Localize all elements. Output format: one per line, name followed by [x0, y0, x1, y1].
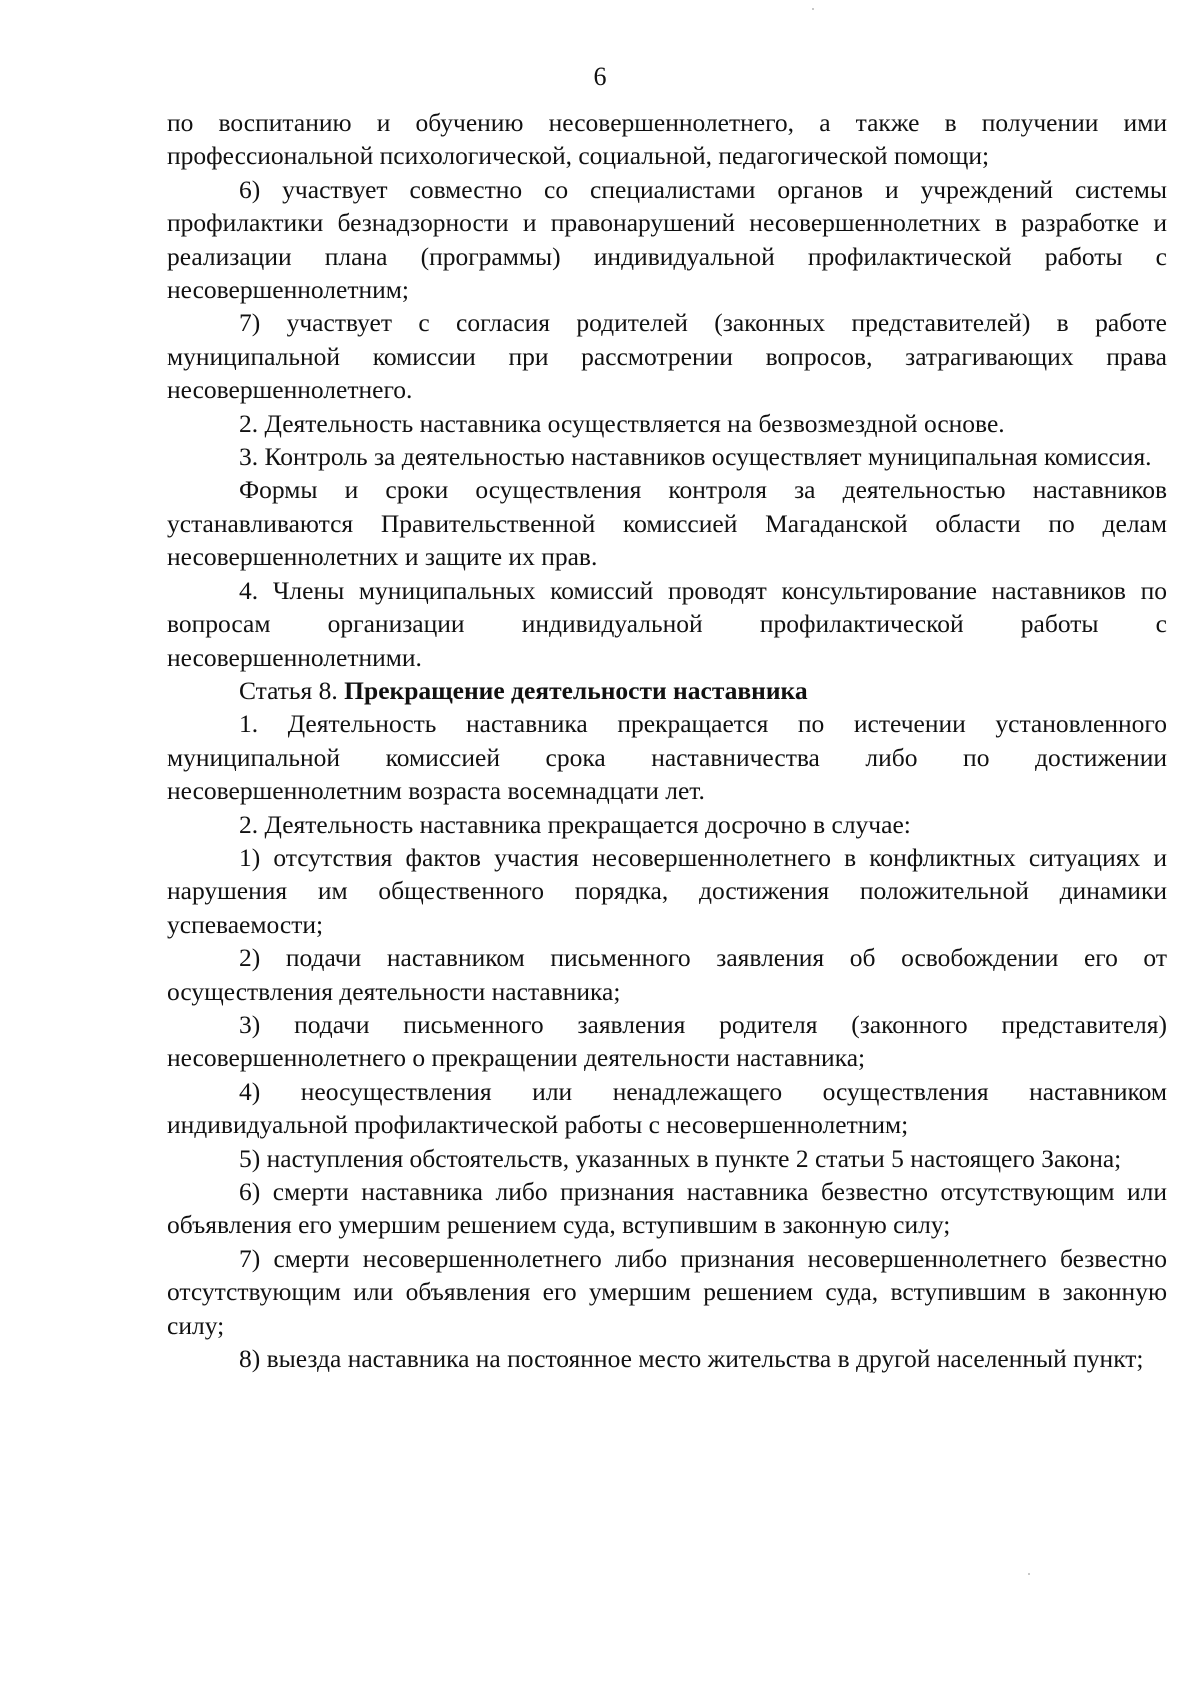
article-heading-prefix: Статья 8. [239, 675, 338, 705]
article-heading [167, 674, 1167, 707]
paragraph: 1) отсутствия фактов участия несовершеннолетнего в конфликтных ситуациях и нарушения им общественного порядка, достижения положительной динамики успеваемости; [167, 842, 1167, 939]
paragraph: 7) участвует с согласия родителей (законных представителей) в работе муниципальной комиссии при рассмотрении вопросов, затрагивающих права несовершеннолетнего. [167, 308, 1167, 405]
paragraph: 5) наступления обстоятельств, указанных в пункте 2 статьи 5 настоящего Закона; [239, 1143, 1122, 1173]
document-body [167, 106, 1167, 1375]
section-before [167, 106, 1167, 674]
paragraph: 6) смерти наставника либо признания наставника безвестно отсутствующим или объявления его умершим решением суда, вступившим в законную силу; [167, 1177, 1167, 1240]
paragraph: 2. Деятельность наставника осуществляется на безвозмездной основе. [239, 408, 1005, 438]
paragraph: Формы и сроки осуществления контроля за деятельностью наставников устанавливаются Правительственной комиссией Магаданской области по делам несовершеннолетних и защите их прав. [167, 475, 1167, 572]
paragraph: 4) неосуществления или ненадлежащего осуществления наставником индивидуальной профилактической работы с несовершеннолетним; [167, 1076, 1167, 1140]
paragraph: 6) участвует совместно со специалистами органов и учреждений системы профилактики безнадзорности и правонарушений несовершеннолетних в разработке и реализации плана (программы) индивидуальной профилактической работы с несовершеннолетним; [167, 174, 1167, 305]
paragraph: 1. Деятельность наставника прекращается по истечении установленного муниципальной комиссией срока наставничества либо по достижении несовершеннолетним возраста восемнадцати лет. [167, 709, 1167, 806]
paragraph: 4. Члены муниципальных комиссий проводят консультирование наставников по вопросам организации индивидуальной профилактической работы с несовершеннолетними. [167, 575, 1167, 672]
paragraph: 7) смерти несовершеннолетнего либо признания несовершеннолетнего безвестно отсутствующим или объявления его умершим решением суда, вступившим в законную силу; [167, 1243, 1167, 1340]
scan-speck [1028, 1573, 1030, 1575]
scan-speck [812, 8, 814, 10]
paragraph: 3. Контроль за деятельностью наставников осуществляет муниципальная комиссия. [239, 442, 1152, 472]
paragraph: 2. Деятельность наставника прекращается досрочно в случае: [239, 809, 911, 839]
page-number: 6 [593, 62, 607, 91]
section-after [167, 707, 1167, 1375]
paragraph: 3) подачи письменного заявления родителя (законного представителя) несовершеннолетнего о прекращении деятельности наставника; [167, 1009, 1167, 1073]
paragraph: 2) подачи наставником письменного заявления об освобождении его от осуществления деятельности наставника; [167, 943, 1167, 1006]
article-heading-title: Прекращение деятельности наставника [344, 675, 808, 705]
paragraph: 8) выезда наставника на постоянное место жительства в другой населенный пункт; [239, 1344, 1144, 1374]
paragraph: по воспитанию и обучению несовершеннолетнего, а также в получении ими профессиональной психологической, социальной, педагогической помощи; [167, 108, 1167, 171]
